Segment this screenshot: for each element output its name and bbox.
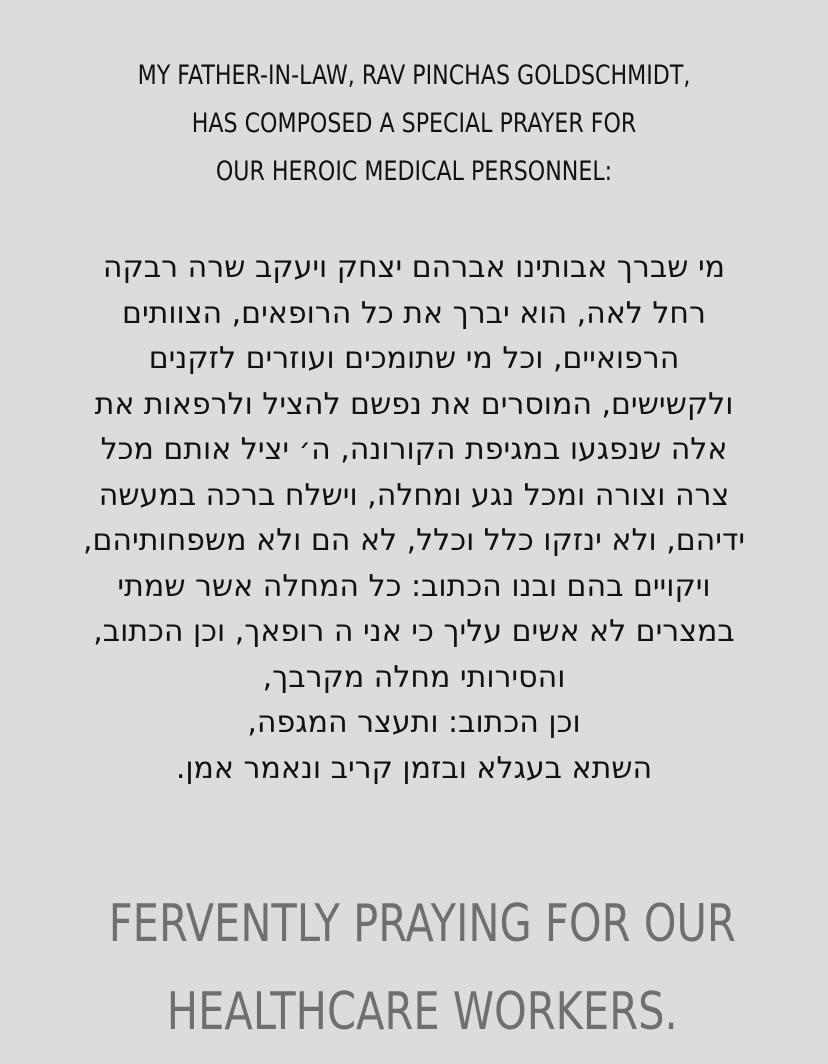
intro-text [75, 52, 754, 196]
closing-line: FERVENTLY PRAYING FOR OUR [108, 894, 736, 954]
closing-caption [91, 880, 753, 1056]
prayer-line: מי שברך אבותינו אברהם יצחק ויעקב שרה רבקה [102, 250, 726, 285]
prayer-line: השתא בעגלא ובזמן קריב ונאמר אמן. [175, 750, 653, 786]
prayer-line: במצרים לא אשים עליך כי אני ה רופאך, וכן הכתוב, [93, 614, 735, 649]
prayer-line: רחל לאה, הוא יברך את כל הרופאים, הצוותים [122, 295, 706, 331]
prayer-line: הרפואיים, וכל מי שתומכים ועוזרים לזקנים [148, 341, 680, 376]
intro-line: OUR HEROIC MEDICAL PERSONNEL: [215, 156, 613, 187]
prayer-line: וכן הכתוב: ותעצר המגפה, [247, 705, 581, 740]
prayer-text [30, 245, 798, 791]
prayer-line: ויקויים בהם ובנו הכתוב: כל המחלה אשר שמתי [117, 568, 711, 604]
intro-line: MY FATHER-IN-LAW, RAV PINCHAS GOLDSCHMIDT, [137, 60, 691, 91]
prayer-line: צרה וצורה ומכל נגע ומחלה, וישלח ברכה במעשה [98, 477, 730, 513]
intro-line: HAS COMPOSED A SPECIAL PRAYER FOR [191, 108, 637, 139]
prayer-line: ולקשישים, המוסרים את נפשם להציל ולרפאות את [94, 386, 734, 422]
closing-line: HEALTHCARE WORKERS. [166, 982, 678, 1042]
prayer-line: ידיהם, ולא ינזקו כלל וכלל, לא הם ולא משפחותיהם, [82, 523, 746, 558]
prayer-line: אלה שנפגעו במגיפת הקורונה, ה׳ יציל אותם מכל [100, 432, 728, 467]
prayer-line: והסירותי מחלה מקרבך, [262, 659, 566, 695]
